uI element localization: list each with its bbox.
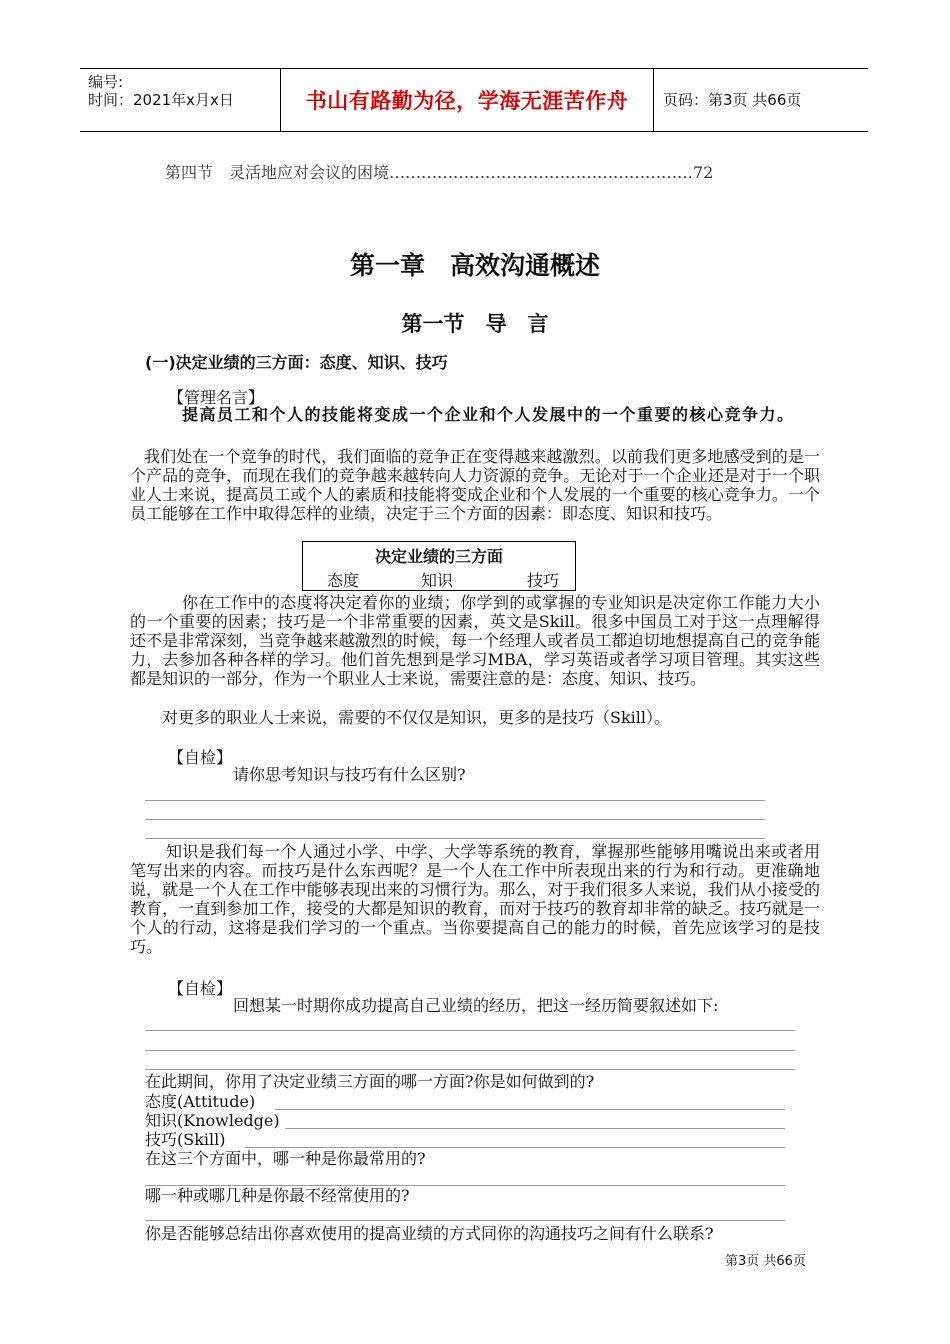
chapter-title: 第一章 高效沟通概述	[349, 251, 600, 280]
subheading: (一)决定业绩的三方面：态度、知识、技巧	[145, 353, 448, 372]
box-item-attitude: 态度	[327, 571, 360, 590]
question-link: 你是否能够总结出你喜欢使用的提高业绩的方式同你的沟通技巧之间有什么联系?	[145, 1224, 714, 1243]
maxim-text: 提高员工和个人的技能将变成一个企业和个人发展中的一个重要的核心竞争力。	[182, 405, 795, 424]
check-1-question: 请你思考知识与技巧有什么区别?	[233, 765, 466, 784]
box-item-knowledge: 知识	[421, 571, 454, 590]
header-meta	[80, 69, 280, 131]
section-title: 第一节 导 言	[401, 312, 549, 336]
self-check-label-2: 【自检】	[168, 979, 233, 998]
question-attitude: 态度(Attitude)	[145, 1092, 256, 1111]
question-knowledge: 知识(Knowledge)	[145, 1111, 280, 1130]
check-2-question: 回想某一时期你成功提高自己业绩的经历，把这一经历简要叙述如下:	[233, 996, 719, 1015]
question-least-used: 哪一种或哪几种是你最不经常使用的?	[145, 1186, 410, 1205]
skill-answer-line[interactable]	[245, 1147, 785, 1148]
doc-number-label: 编号:	[88, 73, 124, 91]
header-page-cell	[653, 69, 868, 131]
maxim-label: 【管理名言】	[168, 388, 265, 407]
box-item-skill: 技巧	[527, 571, 560, 590]
question-skill: 技巧(Skill)	[145, 1130, 226, 1149]
paragraph-3: 对更多的职业人士来说，需要的不仅仅是知识，更多的是技巧（Skill）。	[162, 708, 671, 727]
answer-line[interactable]	[145, 1069, 795, 1070]
toc-entry: 第四节 灵活地应对会议的困境…………………………………………………72	[165, 163, 714, 182]
page-header	[80, 68, 868, 132]
answer-line[interactable]	[145, 1050, 795, 1051]
attitude-answer-line[interactable]	[275, 1109, 785, 1110]
answer-line[interactable]	[145, 838, 765, 839]
self-check-label-1: 【自检】	[168, 748, 233, 767]
least-used-answer-line[interactable]	[145, 1220, 785, 1221]
answer-line[interactable]	[145, 800, 765, 801]
page-footer: 第3页 共66页	[725, 1254, 806, 1269]
header-motto-cell	[280, 69, 654, 131]
doc-time: 时间：2021年x月x日	[88, 91, 234, 109]
answer-line[interactable]	[145, 1030, 795, 1031]
box-title: 决定业绩的三方面	[374, 547, 503, 566]
performance-box	[302, 541, 576, 591]
answer-line[interactable]	[145, 819, 765, 820]
paragraph-2: 你在工作中的态度将决定着你的业绩；你学到的或掌握的专业知识是决定你工作能力大小的一个重要的因素；技巧是一个非常重要的因素，英文是Skill。很多中国员工对于这一点理解得还不是非常深刻，当竞争越来越激烈的时候，每一个经理人或者员工都迫切地想提高自己的竞争能力，去参加各种各样的学习。他们首先想到是学习MBA，学习英语或者学习项目管理。其实这些都是知识的一部分，作为一个职业人士来说，需要注意的是：态度、知识、技巧。	[130, 593, 820, 688]
knowledge-answer-line[interactable]	[285, 1128, 785, 1129]
header-motto: 书山有路勤为径，学海无涯苦作舟	[305, 89, 629, 113]
paragraph-4: 知识是我们每一个人通过小学、中学、大学等系统的教育，掌握那些能够用嘴说出来或者用笔写出来的内容。而技巧是什么东西呢？是一个人在工作中所表现出来的行为和行动。更准确地说，就是一个人在工作中能够表现出来的习惯行为。那么，对于我们很多人来说，我们从小接受的教育，一直到参加工作，接受的大都是知识的教育，而对于技巧的教育却非常的缺乏。技巧就是一个人的行动，这将是我们学习的一个重点。当你要提高自己的能力的时候，首先应该学习的是技巧。	[130, 842, 820, 956]
question-most-used: 在这三个方面中，哪一种是你最常用的?	[145, 1149, 426, 1168]
paragraph-1: 我们处在一个竞争的时代，我们面临的竞争正在变得越来越激烈。以前我们更多地感受到的是一个产品的竞争，而现在我们的竞争越来越转向人力资源的竞争。无论对于一个企业还是对于一个职业人士来说，提高员工或个人的素质和技能将变成企业和个人发展的一个重要的核心竞争力。一个员工能够在工作中取得怎样的业绩，决定于三个方面的因素：即态度、知识和技巧。	[130, 447, 820, 523]
header-page-code: 页码：第3页 共66页	[663, 91, 802, 109]
question-which: 在此期间，你用了决定业绩三方面的哪一方面?你是如何做到的?	[145, 1072, 595, 1091]
